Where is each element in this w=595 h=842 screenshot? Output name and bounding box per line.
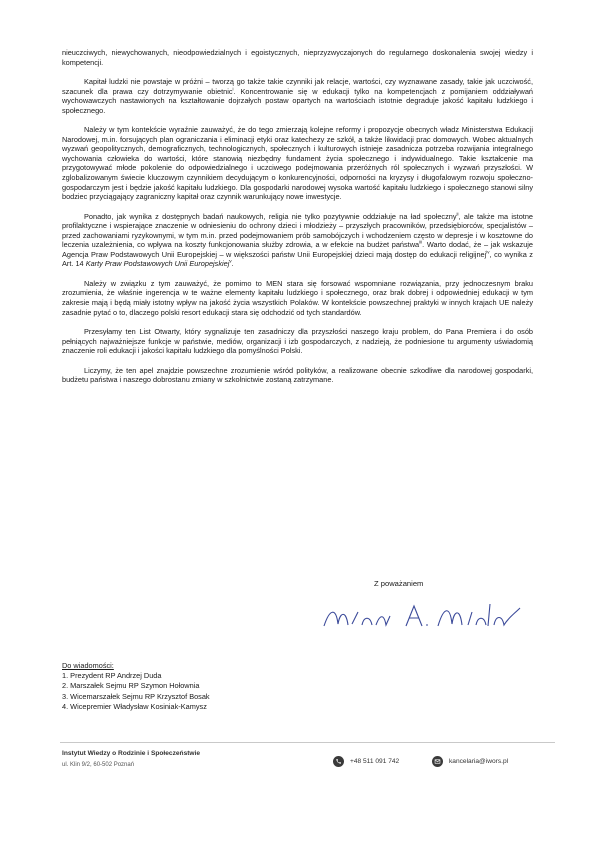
- footnote-ref: ii: [456, 211, 459, 217]
- paragraph-5: [62, 279, 533, 317]
- recipients-heading: Do wiadomości:: [62, 661, 114, 670]
- signature-flourish: [318, 598, 528, 638]
- recipient-item: 3. Wicemarszałek Sejmu RP Krzysztof Bosak: [62, 691, 210, 701]
- paragraph-4-text-d: , co wynika z Art. 14: [62, 249, 533, 269]
- paragraph-4-text-b: , ale także ma istotne profilaktyczne i wspierające znaczenie w odniesieniu do ochrony dzieci i młodzieży – przyszłych pracowników, przedsiębiorców, specjalistów – przed zachowaniami ryzykownymi, w tym m.in. przed podejmowaniem prób samobójczych i wchodzeniem często w depresje i w kosztowne do leczenia uzależnienia, co wpływa na koszty funkcjonowania służby zdrowia, a w efekcie na budżet państwa: [62, 211, 533, 250]
- signature-drawing: [318, 598, 528, 638]
- paragraph-6: [62, 327, 533, 356]
- paragraph-3-text: Należy w tym kontekście wyraźnie zauważyć, że do tego zmierzają kolejne reformy i propozycje obecnych władz Ministerstwa Edukacji Narodowej, m.in. forsujących plan ograniczania i eliminacji etyki oraz katechezy ze szkół, a także likwidacji prac domowych. Wobec aktualnych wyzwań geopolitycznych, demograficznych, technologicznych, społecznych i kulturowych istnieje zasadnicza potrzeba rozwijania integralnego wychowania człowieka do wartości, które stanowią niezbędny fundament życia społecznego i indywidualnego. Takie kształcenie ma przygotowywać młode pokolenie do odpowiedzialnego i uczciwego podejmowania przeróżnych ról społecznych i wyzwań przyszłości. W zglobalizowanym świecie kluczowym czynnikiem decydującym o konkurencyjności, odporności na kryzysy i długofalowym rozwoju społeczno-gospodarczym jest i będzie jakość kapitału ludzkiego. Dla gospodarki narodowej wysoka wartość kapitału ludzkiego i społecznego stanowi silny bodziec przyciągający zagraniczny kapitał oraz czynnik warunkujący nowe inwestycje.: [62, 125, 533, 202]
- footnote-ref: v: [229, 258, 232, 264]
- paragraph-7-text: Liczymy, że ten apel znajdzie powszechne zrozumienie wśród polityków, a realizowane obecnie szkodliwe dla narodowej gospodarki, budżetu państwa i naszego dobrostanu zmiany w szkolnictwie zostaną zatrzymane.: [62, 365, 533, 385]
- footnote-ref: iii: [419, 239, 423, 245]
- paragraph-4: [62, 212, 533, 269]
- paragraph-2-text-a: Kapitał ludzki nie powstaje w próżni – tworzą go także takie czynniki jak relacje, wartości, czy wyznawane zasady, takie jak uczciwość, szacunek dla prawa czy dotrzymywanie obietnic: [62, 77, 533, 96]
- paragraph-1-text: nieuczciwych, niewychowanych, nieodpowiedzialnych i egoistycznych, nieprzyzwyczajonych do regularnego doskonalenia swojej wiedzy i kompetencji.: [62, 48, 533, 67]
- footer-email: [432, 756, 508, 767]
- recipient-item: 1. Prezydent RP Andrzej Duda: [62, 671, 162, 681]
- phone-number[interactable]: +48 511 091 742: [350, 758, 400, 765]
- paragraph-5-text: Należy w związku z tym zauważyć, że pomimo to MEN stara się forsować wspomniane rozwiązania, przy jednoczesnym braku zrozumienia, że właśnie ingerencja w te ważne elementy kapitału ludzkiego i społecznego, oraz brak dobrej i odpowiedniej edukacji w tym zakresie mają i będą miały istotny wpływ na jakość życia wszystkich Polaków. W kontekście powszechnej praktyki w innych krajach UE należy zasadnie pytać o to, dlaczego polski resort edukacji stara się odchodzić od tych standardów.: [62, 278, 533, 317]
- footnote-ref: i: [232, 86, 234, 92]
- email-address[interactable]: kancelaria@iwors.pl: [449, 758, 509, 765]
- closing-salutation: Z poważaniem: [374, 579, 424, 588]
- phone-icon: [333, 756, 344, 767]
- recipients-list: [62, 661, 210, 712]
- envelope-icon: [432, 756, 443, 767]
- paragraph-2: [62, 77, 533, 115]
- footer-phone: [333, 756, 399, 767]
- paragraph-7: [62, 366, 533, 385]
- footer-divider: [60, 742, 555, 743]
- paragraph-1: [62, 48, 533, 67]
- paragraph-6-text: Przesyłamy ten List Otwarty, który sygnalizuje ten zasadniczy dla przyszłości naszego kraju problem, do Pana Premiera i do osób pełniących najważniejsze funkcje w państwie, mediów, organizacji i izb gospodarczych, z nadzieją, że podniesione tu argumenty uświadomią znaczenie roli edukacji i jakości kapitału ludzkiego dla pomyślności Polski.: [62, 327, 533, 356]
- recipients-items: [62, 671, 210, 712]
- paragraph-4-text-e: .: [231, 259, 234, 269]
- paragraph-4-text-a: Ponadto, jak wynika z dostępnych badań naukowych, religia nie tylko pozytywnie oddziałuje na ład społeczny: [84, 211, 457, 221]
- recipient-item: 2. Marszałek Sejmu RP Szymon Hołownia: [62, 681, 200, 691]
- footer-address: ul. Klin 9/2, 60-502 Poznań: [62, 762, 135, 768]
- footnote-ref: iv: [486, 249, 490, 255]
- recipient-item: 4. Wicepremier Władysław Kosiniak-Kamysz: [62, 701, 207, 711]
- footer-organization: Instytut Wiedzy o Rodzinie i Społeczeństwie: [62, 750, 201, 757]
- charter-title: Karty Praw Podstawowych Unii Europejskiej: [85, 259, 230, 269]
- paragraph-3: [62, 125, 533, 201]
- paragraph-4-text-c: . Warto dodać, że – jak wskazuje Agencja Praw Podstawowych Unii Europejskiej – w większości państw Unii Europejskiej dzieci mają dostęp do edukacji religijnej: [62, 240, 533, 259]
- paragraph-2-text-b: . Koncentrowanie się w edukacji tylko na kompetencjach z pomijaniem oddziaływań wychowawczych nastawionych na kształtowanie dojrzałych postaw opartych na wartościach istotnie degraduje jakość kapitału ludzkiego i społecznego.: [62, 86, 533, 115]
- letter-body: [62, 48, 533, 395]
